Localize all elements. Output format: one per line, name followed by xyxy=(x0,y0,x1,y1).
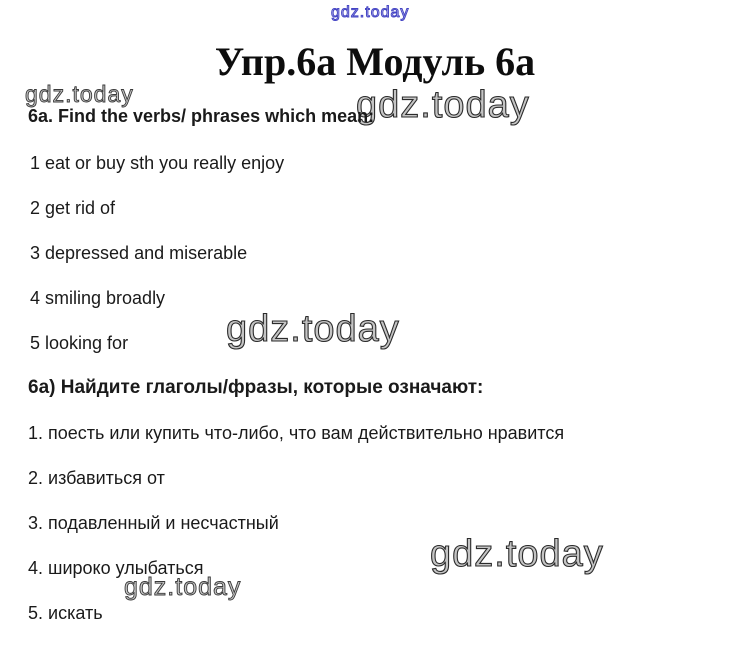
watermark-top: gdz.today xyxy=(331,4,410,21)
exercise-item-ru-2: 2. избавиться от xyxy=(28,468,165,488)
exercise-item-ru-1: 1. поесть или купить что-либо, что вам действительно нравится xyxy=(28,423,565,443)
exercise-item-en-2: 2 get rid of xyxy=(30,198,116,218)
watermark-bottom-right: gdz.today xyxy=(430,533,604,575)
exercise-item-ru-3: 3. подавленный и несчастный xyxy=(28,513,279,533)
exercise-item-ru-4: 4. широко улыбаться xyxy=(28,558,204,578)
watermark-upper-left: gdz.today xyxy=(25,81,134,107)
watermark-middle: gdz.today xyxy=(226,308,400,350)
page-title: Упр.6а Модуль 6а xyxy=(214,39,536,84)
exercise-heading-ru: 6а) Найдите глаголы/фразы, которые означают: xyxy=(28,377,484,398)
exercise-item-en-1: 1 eat or buy sth you really enjoy xyxy=(30,153,285,173)
exercise-heading-en: 6a. Find the verbs/ phrases which mean: xyxy=(28,106,375,126)
watermark-heading-right: gdz.today xyxy=(356,84,530,126)
exercise-item-en-3: 3 depressed and miserable xyxy=(30,243,248,263)
exercise-item-ru-5: 5. искать xyxy=(28,603,103,623)
exercise-item-en-5: 5 looking for xyxy=(30,333,129,353)
watermark-bottom-left: gdz.today xyxy=(124,573,242,601)
exercise-item-en-4: 4 smiling broadly xyxy=(30,288,166,308)
